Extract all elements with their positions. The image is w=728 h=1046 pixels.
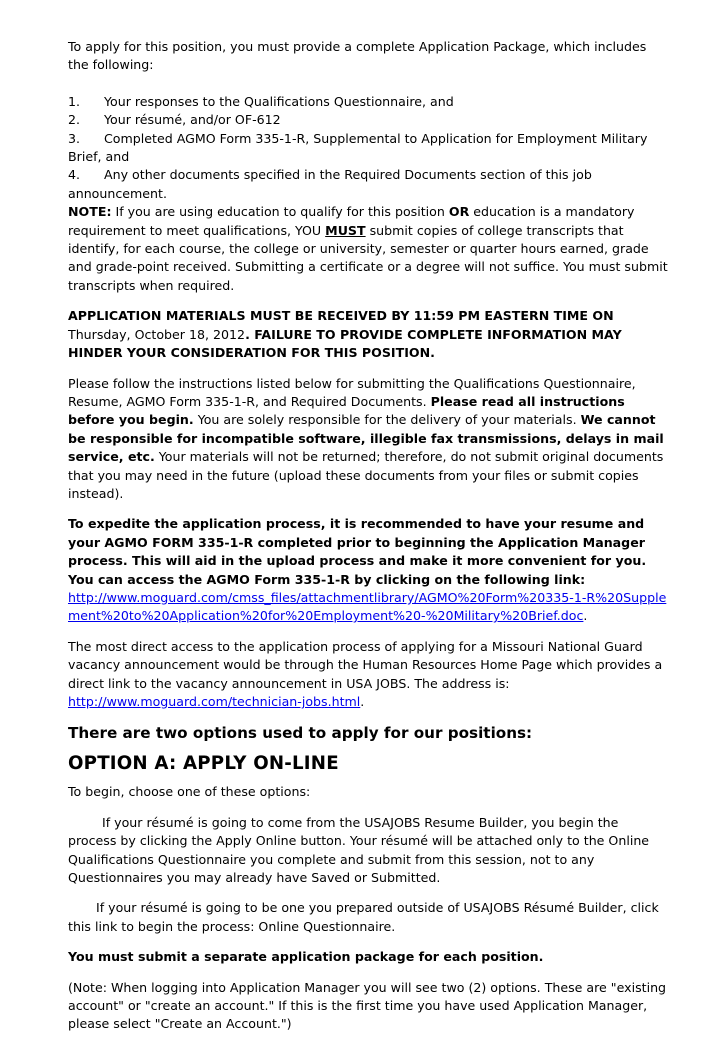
- list-number: 1.: [68, 93, 81, 109]
- note-text: education is a mandatory requirement to meet qualifications, YOU: [68, 204, 635, 238]
- expedite-paragraph: [68, 515, 668, 625]
- begin-paragraph: To begin, choose one of these options:: [68, 784, 311, 800]
- list-item: [68, 130, 668, 167]
- note-paragraph: [68, 203, 668, 295]
- deadline-paragraph: [68, 307, 668, 362]
- list-text: Completed AGMO Form 335-1-R, Supplemental to Application for Employment Military Brief, and: [68, 130, 648, 165]
- deadline-date: Thursday, October 18, 2012: [68, 326, 246, 342]
- list-item: [68, 111, 668, 129]
- list-number: 3.: [68, 130, 81, 146]
- deadline-heading: APPLICATION MATERIALS MUST BE RECEIVED BY 11:59 PM EASTERN TIME ON: [68, 308, 614, 324]
- technician-jobs-link[interactable]: http://www.moguard.com/technician-jobs.html: [68, 694, 361, 709]
- instructions-text: Please follow the instructions listed below for submitting the Qualifications Questionnaire, Resume, AGMO Form 335-1-R, and Required Documents.: [68, 375, 636, 409]
- access-text: The most direct access to the application process of applying for a Missouri National Guard vacancy announcement would be through the Human Resources Home Page which provides a direct link to the vacancy announcement in USA JOBS. The address is:: [68, 638, 663, 691]
- separate-package-text: You must submit a separate application package for each position.: [68, 949, 544, 965]
- list-text: Any other documents specified in the Required Documents section of this job announcement.: [68, 167, 592, 201]
- list-item: [68, 93, 668, 111]
- access-paragraph: [68, 638, 668, 712]
- note-or: OR: [448, 204, 470, 220]
- instructions-paragraph: [68, 375, 668, 504]
- document-page: [68, 38, 668, 1046]
- list-number: 2.: [68, 112, 81, 128]
- note-must: MUST: [325, 222, 366, 238]
- instructions-text: Your materials will not be returned; therefore, do not submit original documents that you may need in the future (upload these documents from your files or submit copies instead).: [68, 449, 664, 501]
- list-text: Your responses to the Qualifications Questionnaire, and: [104, 93, 454, 109]
- option-a-heading: OPTION A: APPLY ON-LINE: [68, 753, 339, 775]
- instructions-text: You are solely responsible for the delivery of your materials.: [193, 412, 581, 428]
- expedite-text: To expedite the application process, it is recommended to have your resume and your AGMO FORM 335-1-R completed prior to beginning the Application Manager process. This will aid in the upload process and make it more convenient for you. You can access the AGMO Form 335-1-R by clicking on the following link:: [68, 516, 647, 587]
- usajobs-builder-paragraph: If your résumé is going to come from the USAJOBS Resume Builder, you begin the process by clicking the Apply Online button. Your résumé will be attached only to the Online Qualifications Questionnaire you complete and submit from this session, not to any Questionnaires you may already have Saved or Submitted.: [68, 814, 650, 886]
- punctuation: .: [360, 694, 365, 709]
- note-label: NOTE:: [68, 204, 112, 220]
- list-item: [68, 166, 668, 203]
- login-note-paragraph: (Note: When logging into Application Manager you will see two (2) options. These are "existing account" or "create an account." If this is the first time you have used Application Manager, please select "Create an Account."): [68, 979, 667, 1032]
- list-number: 4.: [68, 167, 81, 183]
- separate-package-paragraph: [68, 948, 668, 966]
- list-text: Your résumé, and/or OF-612: [104, 112, 281, 128]
- deadline-warning: . FAILURE TO PROVIDE COMPLETE INFORMATION MAY HINDER YOUR CONSIDERATION FOR THIS POSITION.: [68, 326, 622, 361]
- note-text: submit copies of college transcripts that identify, for each course, the college or university, semester or quarter hours earned, grade and grade-point received. Submitting a certificate or a degree will not suffice. You must submit transcripts when required.: [68, 222, 668, 293]
- agmo-form-link[interactable]: http://www.moguard.com/cmss_files/attachmentlibrary/AGMO%20Form%20335-1-R%20Supplement%20to%20Application%20for%20Employment%20-%20Military%20Brief.doc: [68, 589, 667, 624]
- instructions-bold: Please read all instructions before you begin.: [68, 393, 625, 428]
- intro-paragraph: To apply for this position, you must provide a complete Application Package, which includes the following:: [68, 39, 647, 73]
- note-text: If you are using education to qualify for this position: [111, 204, 449, 220]
- outside-builder-paragraph: If your résumé is going to be one you prepared outside of USAJOBS Résumé Builder, click this link to begin the process: Online Questionnaire.: [68, 900, 659, 934]
- two-options-heading: There are two options used to apply for our positions:: [68, 724, 533, 743]
- punctuation: .: [583, 608, 588, 624]
- spacer: [68, 75, 668, 93]
- instructions-bold: We cannot be responsible for incompatible software, illegible fax transmissions, delays in mail service, etc.: [68, 412, 664, 465]
- requirements-list: [68, 93, 668, 203]
